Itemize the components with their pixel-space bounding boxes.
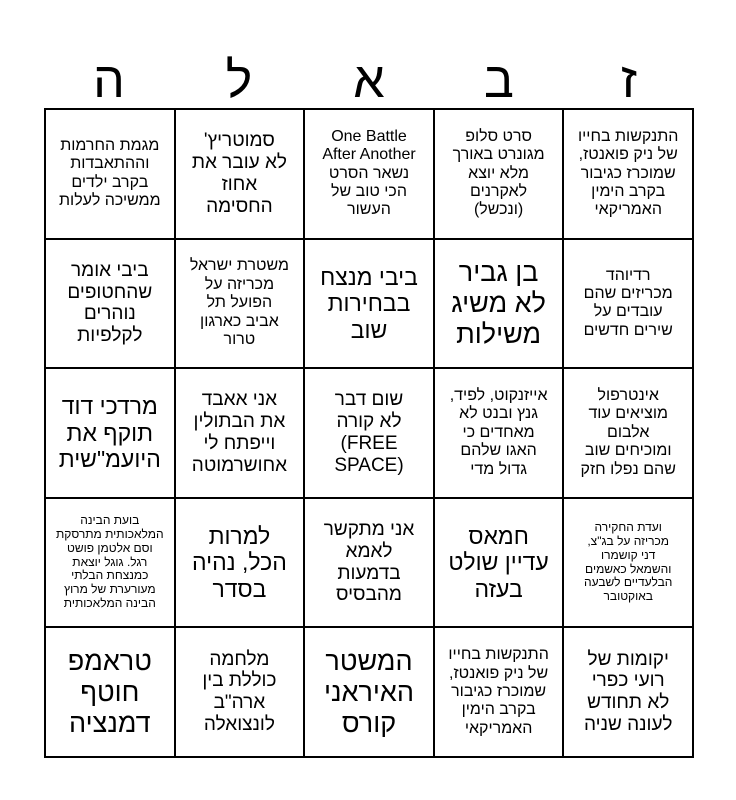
- cell-text: סמוטריץ' לא עובר את אחוז החסימה: [191, 130, 287, 217]
- bingo-cell-2-1[interactable]: [563, 239, 693, 369]
- bingo-cell-5-5[interactable]: [45, 627, 175, 757]
- cell-text: בועת הבינה המלאכותית מתרסקת וסם אלטמן פושט רגל. גוגל יוצאת כמנצחת הבלתי מעורערת של מרוץ הבינה המלאכותית: [55, 513, 164, 611]
- bingo-cell-2-4[interactable]: [175, 239, 305, 369]
- bingo-cell-3-2[interactable]: [434, 368, 564, 498]
- cell-text: התנקשות בחייו של ניק פואנטז, שמוכרז כגיבור בקרב הימין האמריקאי: [448, 646, 549, 737]
- bingo-cell-1-4[interactable]: [175, 109, 305, 239]
- bingo-cell-1-5[interactable]: [45, 109, 175, 239]
- bingo-cell-5-2[interactable]: [434, 627, 564, 757]
- bingo-cell-1-2[interactable]: [434, 109, 564, 239]
- cell-text: אינטרפול מוציאים עוד אלבום ומוכיחים שוב שהם נפלו חזק: [580, 387, 676, 478]
- bingo-header: [44, 52, 694, 108]
- cell-text: מגמת החרמות וההתאבדות בקרב ילדים ממשיכה לעלות: [58, 137, 161, 210]
- bingo-cell-4-3[interactable]: [304, 498, 434, 628]
- bingo-cell-5-3[interactable]: [304, 627, 434, 757]
- header-letter-5: ה: [93, 52, 125, 108]
- cell-text: ביבי מנצח בבחירות שוב: [320, 263, 418, 343]
- header-letter-4: ל: [225, 52, 253, 108]
- cell-text: ביבי אומר שהחטופים נוהרים לקלפיות: [67, 259, 153, 347]
- header-letter-3: א: [353, 52, 385, 108]
- bingo-cell-2-5[interactable]: [45, 239, 175, 369]
- header-letter-1: ז: [620, 52, 638, 108]
- cell-text: משטרת ישראל מכריזה על הפועל תל אביב כארגון טרור: [189, 257, 289, 348]
- cell-text: מרדכי דוד תוקף את היועמ"שית: [58, 393, 161, 473]
- cell-text: סרט סלופ מגונרט באורך מלא יוצא לאקרנים (ונכשל): [452, 127, 545, 219]
- cell-text: יקומות של רועי כפרי לא תחודש לעונה שניה: [583, 648, 673, 736]
- bingo-cell-2-3[interactable]: [304, 239, 434, 369]
- bingo-cell-3-1[interactable]: [563, 368, 693, 498]
- bingo-cell-4-1[interactable]: [563, 498, 693, 628]
- cell-text: שום דבר לא קורה (FREE SPACE): [334, 389, 404, 476]
- bingo-cell-4-5[interactable]: [45, 498, 175, 628]
- cell-text: בן גביר לא משיג משילות: [451, 256, 546, 349]
- bingo-cell-1-3[interactable]: [304, 109, 434, 239]
- bingo-cell-5-1[interactable]: [563, 627, 693, 757]
- cell-text: אני מתקשר לאמא בדמעות מהבסיס: [323, 518, 415, 606]
- cell-text: המשטר האיראני קורס: [324, 645, 414, 738]
- bingo-cell-3-4[interactable]: [175, 368, 305, 498]
- cell-text: אייזנקוט, לפיד, גנץ ובנט לא מאחדים כי האגו שלהם גדול מדי: [449, 387, 548, 478]
- cell-text: טראמפ חוטף דמנציה: [67, 645, 152, 738]
- bingo-cell-4-4[interactable]: [175, 498, 305, 628]
- bingo-cell-4-2[interactable]: [434, 498, 564, 628]
- cell-text: רדיוהד מכריזים שהם עובדים על שירים חדשים: [583, 266, 673, 339]
- bingo-cell-2-2[interactable]: [434, 239, 564, 369]
- cell-text: ועדת החקירה מכריזה על בג"צ, דני קושמרו והשמאל כאשמים הבלעדיים לשבעה באוקטובר: [584, 520, 673, 604]
- cell-text: מלחמה כוללת בין ארה"ב לונצואלה: [202, 648, 277, 736]
- cell-text: התנקשות בחייו של ניק פואנטז, שמוכרז כגיבור בקרב הימין האמריקאי: [577, 127, 679, 219]
- bingo-cell-5-4[interactable]: [175, 627, 305, 757]
- bingo-cell-3-3[interactable]: [304, 368, 434, 498]
- header-letter-2: ב: [484, 52, 514, 108]
- bingo-cell-1-1[interactable]: [563, 109, 693, 239]
- cell-text: One Battle After Another נשאר הסרט הכי טוב של העשור: [322, 127, 416, 219]
- cell-text: חמאס עדיין שולט בעזה: [448, 522, 549, 602]
- cell-text: אני אאבד את הבתולין וייפתח לי אחושרמוטה: [191, 389, 288, 476]
- bingo-grid: [44, 108, 694, 758]
- bingo-cell-3-5[interactable]: [45, 368, 175, 498]
- cell-text: למרות הכל, נהיה בסדר: [192, 522, 287, 602]
